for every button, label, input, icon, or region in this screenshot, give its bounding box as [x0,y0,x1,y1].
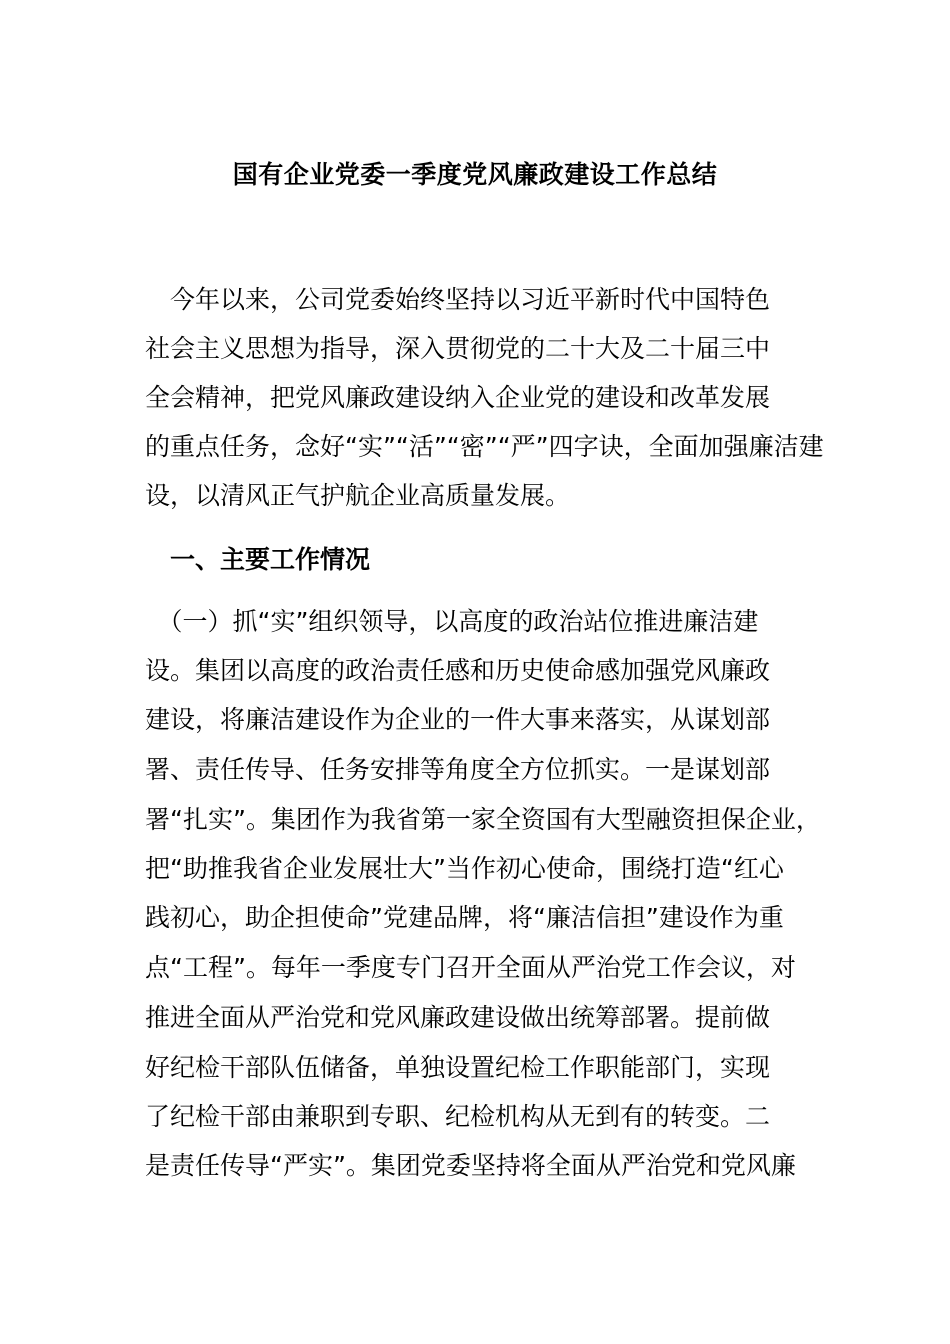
paragraph-line: 点“工程”。每年一季度专门召开全面从严治党工作会议，对 [145,953,796,982]
paragraph-line: 推进全面从严治党和党风廉政建设做出统筹部署。提前做 [145,1003,771,1032]
paragraph-line: 今年以来，公司党委始终坚持以习近平新时代中国特色 [145,285,771,314]
document-title: 国有企业党委一季度党风廉政建设工作总结 [232,160,718,189]
paragraph-line: 设，以清风正气护航企业高质量发展。 [145,481,571,510]
paragraph-line: 好纪检干部队伍储备，单独设置纪检工作职能部门，实现 [145,1053,771,1082]
paragraph-line: 把“助推我省企业发展壮大”当作初心使命，围绕打造“红心 [145,854,784,883]
paragraph-line: 践初心，助企担使命”党建品牌，将“廉洁信担”建设作为重 [145,903,784,932]
paragraph-line: 署、责任传导、任务安排等角度全方位抓实。一是谋划部 [145,755,771,784]
paragraph-line: 社会主义思想为指导，深入贯彻党的二十大及二十届三中 [145,334,771,363]
paragraph-line: 设。集团以高度的政治责任感和历史使命感加强党风廉政 [145,656,771,685]
paragraph-line: 的重点任务，念好“实”“活”“密”“严”四字诀，全面加强廉洁建 [145,432,824,461]
paragraph-line: 是责任传导“严实”。集团党委坚持将全面从严治党和党风廉 [145,1151,796,1180]
paragraph-line: 建设，将廉洁建设作为企业的一件大事来落实，从谋划部 [145,705,771,734]
section-heading: 一、主要工作情况 [145,545,371,574]
paragraph-line: 全会精神，把党风廉政建设纳入企业党的建设和改革发展 [145,383,771,412]
paragraph-line: （一）抓“实”组织领导，以高度的政治站位推进廉洁建 [145,607,759,636]
paragraph-line: 署“扎实”。集团作为我省第一家全资国有大型融资担保企业， [145,805,821,834]
paragraph-line: 了纪检干部由兼职到专职、纪检机构从无到有的转变。二 [145,1102,771,1131]
